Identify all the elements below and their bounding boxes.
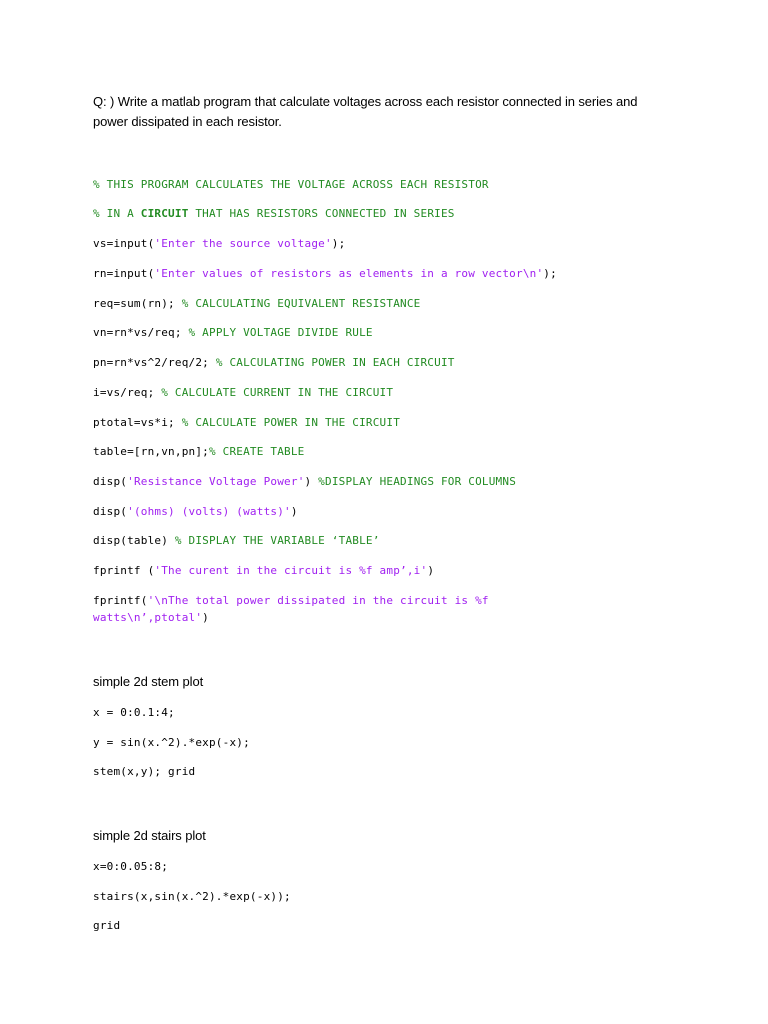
code-line-disp-units: disp('(ohms) (volts) (watts)') <box>93 505 298 518</box>
code-line-ptotal: ptotal=vs*i; % CALCULATE POWER IN THE CIRCUIT <box>93 416 401 429</box>
question-text <box>93 92 673 132</box>
code-line-input-rn: rn=input('Enter values of resistors as elements in a row vector\n'); <box>93 267 557 280</box>
code-line-disp-table: disp(table) % DISPLAY THE VARIABLE ‘TABLE’ <box>93 534 380 547</box>
code-line-pn: pn=rn*vs^2/req/2; % CALCULATING POWER IN EACH CIRCUIT <box>93 356 455 369</box>
code-comment-line-2: % IN A CIRCUIT THAT HAS RESISTORS CONNECTED IN SERIES <box>93 207 455 220</box>
stairs-code-line-3: grid <box>93 919 121 932</box>
code-line-i: i=vs/req; % CALCULATE CURRENT IN THE CIRCUIT <box>93 386 394 399</box>
question-line-1: Q: ) Write a matlab program that calculate voltages across each resistor connected in series and <box>93 94 638 109</box>
code-line-fprintf-power-2: watts\n’,ptotal') <box>93 611 209 624</box>
code-comment-line-1: % THIS PROGRAM CALCULATES THE VOLTAGE ACROSS EACH RESISTOR <box>93 178 489 191</box>
code-line-input-vs: vs=input('Enter the source voltage'); <box>93 237 346 250</box>
stem-code-line-3: stem(x,y); grid <box>93 765 196 778</box>
stem-code-line-1: x = 0:0.1:4; <box>93 706 175 719</box>
code-line-req: req=sum(rn); % CALCULATING EQUIVALENT RESISTANCE <box>93 297 421 310</box>
stem-plot-heading: simple 2d stem plot <box>93 674 204 689</box>
question-line-2: power dissipated in each resistor. <box>93 114 282 129</box>
code-line-vn: vn=rn*vs/req; % APPLY VOLTAGE DIVIDE RULE <box>93 326 373 339</box>
stairs-code-line-2: stairs(x,sin(x.^2).*exp(-x)); <box>93 890 291 903</box>
stairs-plot-heading: simple 2d stairs plot <box>93 828 206 843</box>
code-line-fprintf-current: fprintf ('The curent in the circuit is %f amp’,i') <box>93 564 435 577</box>
code-line-fprintf-power-1: fprintf('\nThe total power dissipated in the circuit is %f <box>93 594 489 607</box>
stem-code-line-2: y = sin(x.^2).*exp(-x); <box>93 736 250 749</box>
stairs-code-line-1: x=0:0.05:8; <box>93 860 169 873</box>
code-line-table: table=[rn,vn,pn];% CREATE TABLE <box>93 445 305 458</box>
code-line-disp-headings: disp('Resistance Voltage Power') %DISPLAY HEADINGS FOR COLUMNS <box>93 475 517 488</box>
